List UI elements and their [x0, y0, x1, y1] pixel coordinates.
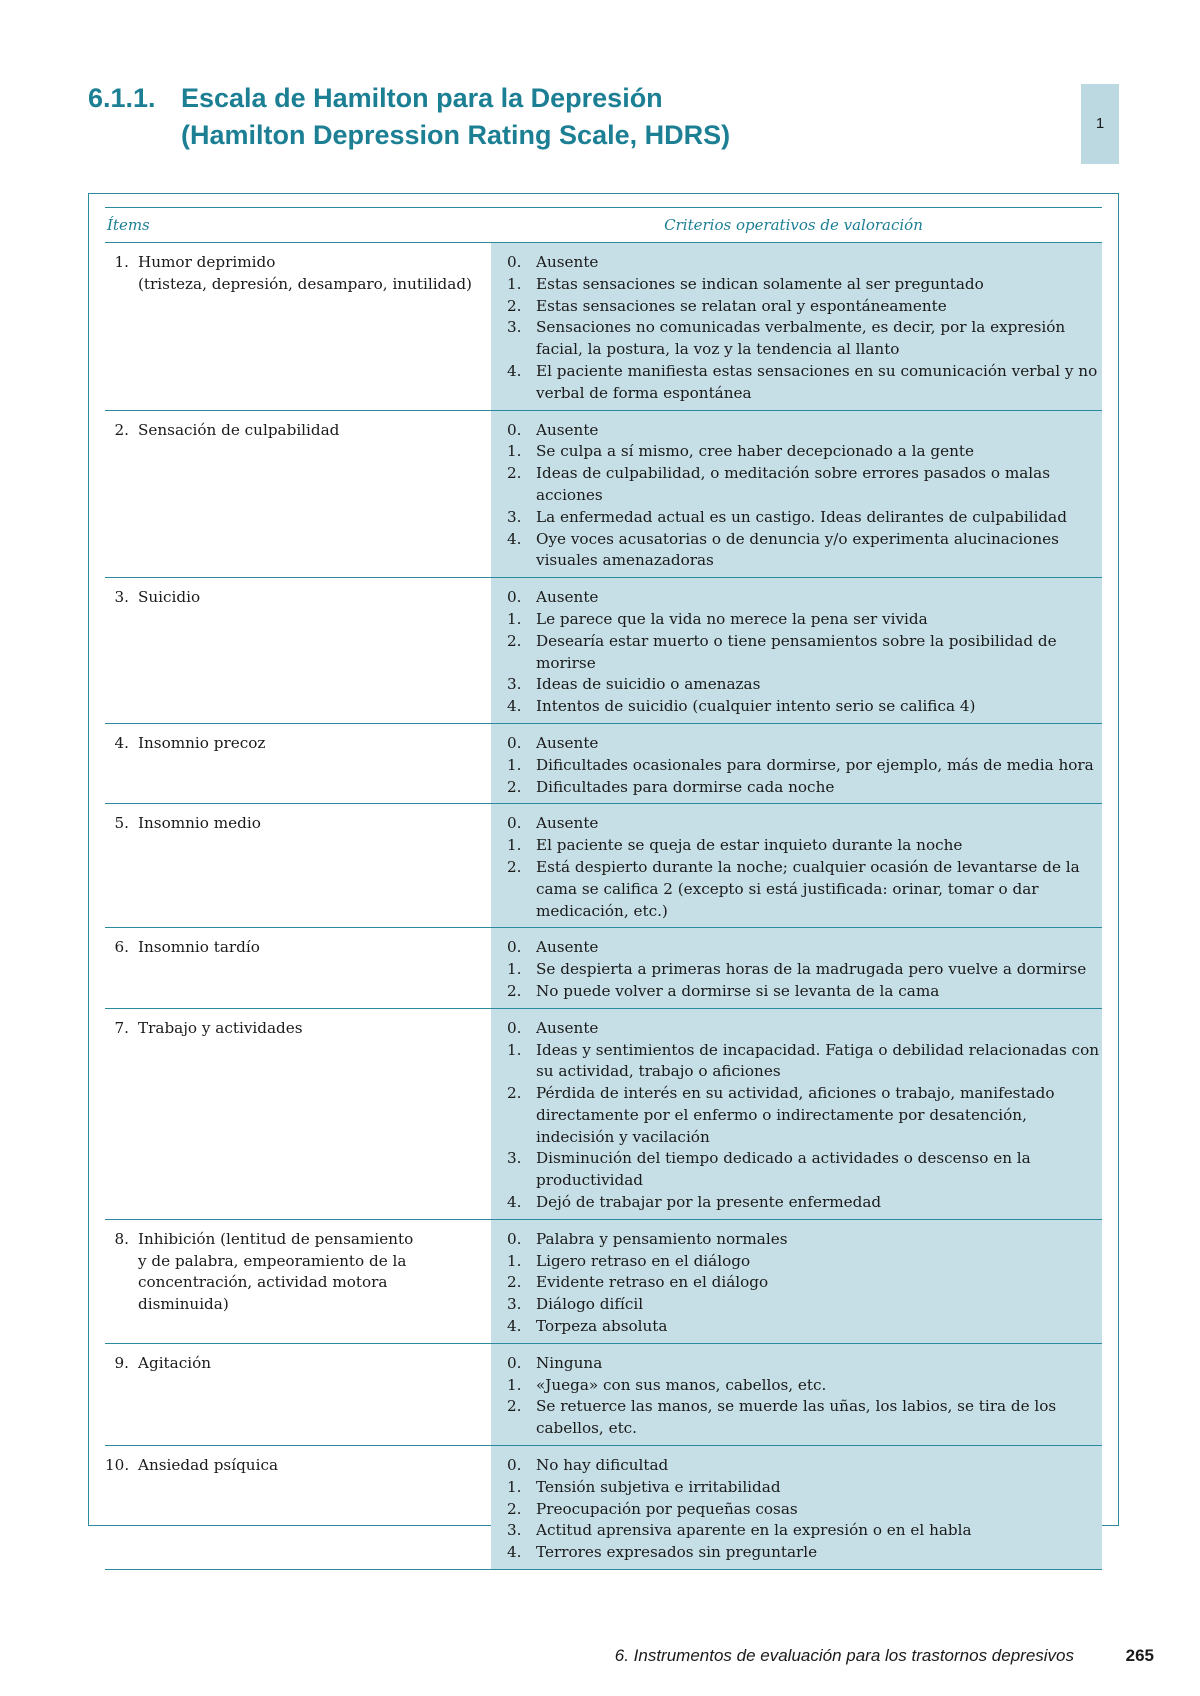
option-text: Dificultades ocasionales para dormirse, por ejemplo, más de media hora — [536, 755, 1094, 774]
item-cell — [105, 1009, 491, 1219]
criteria-option — [491, 777, 1102, 799]
criteria-option — [491, 1148, 1102, 1192]
criteria-option — [491, 1396, 1102, 1440]
option-text: Preocupación por pequeñas cosas — [536, 1499, 798, 1518]
table-row — [105, 1446, 1102, 1570]
criteria-option — [491, 1353, 1102, 1375]
table-row — [105, 1344, 1102, 1446]
item-number: 9. — [114, 1353, 129, 1372]
option-score: 1. — [507, 609, 522, 628]
item-cell — [105, 578, 491, 723]
criteria-option — [491, 609, 1102, 631]
criteria-cell — [491, 411, 1102, 578]
option-score: 2. — [507, 1273, 522, 1292]
option-text: Ausente — [536, 253, 599, 271]
option-text: Oye voces acusatorias o de denuncia y/o experimenta alucinaciones visuales amenazadoras — [536, 529, 1059, 570]
option-score: 0. — [507, 588, 522, 607]
option-text: Evidente retraso en el diálogo — [536, 1273, 769, 1292]
table-row — [105, 724, 1102, 804]
option-score: 3. — [507, 507, 522, 526]
option-text: Dificultades para dormirse cada noche — [536, 777, 835, 796]
item-cell — [105, 1446, 491, 1569]
criteria-cell — [491, 1009, 1102, 1219]
option-text: El paciente manifiesta estas sensaciones en su comunicación verbal y no verbal de forma espontánea — [536, 361, 1098, 402]
criteria-option — [491, 937, 1102, 959]
criteria-option — [491, 529, 1102, 573]
section-subtitle: (Hamilton Depression Rating Scale, HDRS) — [181, 120, 731, 150]
option-text: Ausente — [536, 420, 599, 439]
option-text: Actitud aprensiva aparente en la expresión o en el habla — [536, 1521, 972, 1540]
criteria-cell — [491, 724, 1102, 803]
option-text: Se culpa a sí mismo, cree haber decepcionado a la gente — [536, 442, 974, 461]
option-score: 1. — [507, 960, 522, 979]
item-number: 4. — [114, 733, 129, 752]
section-title — [88, 80, 988, 117]
option-score: 0. — [507, 814, 522, 833]
item-number: 5. — [114, 814, 129, 833]
criteria-option — [491, 1040, 1102, 1084]
column-header-criteria: Criterios operativos de valoración — [664, 216, 923, 234]
table-row — [105, 1220, 1102, 1344]
criteria-option — [491, 252, 1102, 274]
option-score: 3. — [507, 1149, 522, 1168]
criteria-option — [491, 1499, 1102, 1521]
criteria-option — [491, 420, 1102, 442]
option-score: 0. — [507, 420, 522, 439]
option-text: La enfermedad actual es un castigo. Ideas delirantes de culpabilidad — [536, 507, 1067, 526]
option-score: 1. — [507, 1040, 522, 1059]
option-text: Palabra y pensamiento normales — [536, 1229, 788, 1248]
criteria-option — [491, 441, 1102, 463]
criteria-option — [491, 1455, 1102, 1477]
criteria-cell — [491, 1220, 1102, 1343]
option-text: Ideas de suicidio o amenazas — [536, 675, 761, 694]
criteria-option — [491, 1229, 1102, 1251]
section-number: 6.1.1. — [88, 83, 156, 113]
criteria-option — [491, 1192, 1102, 1214]
criteria-option — [491, 981, 1102, 1003]
option-text: Ideas y sentimientos de incapacidad. Fatiga o debilidad relacionadas con su actividad, trabajo o aficiones — [536, 1040, 1100, 1081]
option-text: Torpeza absoluta — [536, 1317, 668, 1336]
option-score: 4. — [507, 1543, 522, 1562]
option-text: Intentos de suicidio (cualquier intento serio se califica 4) — [536, 697, 976, 716]
option-score: 0. — [507, 1456, 522, 1475]
option-score: 1. — [507, 274, 522, 293]
criteria-option — [491, 1316, 1102, 1338]
section-title-text: Escala de Hamilton para la Depresión — [181, 83, 663, 113]
criteria-option — [491, 317, 1102, 361]
table-row — [105, 804, 1102, 928]
criteria-option — [491, 696, 1102, 718]
item-name: Insomnio medio — [138, 814, 261, 833]
scale-table — [105, 207, 1102, 1570]
scale-table-frame — [88, 193, 1119, 1562]
page-footer — [500, 1646, 1154, 1670]
page-number: 265 — [1125, 1646, 1154, 1665]
option-text: Le parece que la vida no merece la pena ser vivida — [536, 609, 928, 628]
footer-chapter-title: 6. Instrumentos de evaluación para los trastornos depresivos — [614, 1646, 1074, 1665]
criteria-option — [491, 1477, 1102, 1499]
option-text: No puede volver a dormirse si se levanta de la cama — [536, 981, 940, 1000]
option-text: El paciente se queja de estar inquieto durante la noche — [536, 836, 963, 855]
item-name: Ansiedad psíquica — [138, 1456, 279, 1475]
criteria-option — [491, 857, 1102, 922]
option-text: Ideas de culpabilidad, o meditación sobre errores pasados o malas acciones — [536, 464, 1051, 504]
option-text: Ninguna — [536, 1353, 603, 1372]
criteria-option — [491, 507, 1102, 529]
item-name: Humor deprimido (tristeza, depresión, desamparo, inutilidad) — [138, 253, 472, 293]
criteria-cell — [491, 804, 1102, 927]
criteria-option — [491, 631, 1102, 675]
criteria-option — [491, 274, 1102, 296]
option-score: 2. — [507, 464, 522, 483]
item-number: 6. — [114, 938, 129, 957]
option-text: Está despierto durante la noche; cualquier ocasión de levantarse de la cama se califica 2 (excepto si está justificada: orinar, tomar o dar medicación, etc.) — [536, 857, 1080, 920]
item-name: Suicidio — [138, 588, 201, 607]
option-text: Tensión subjetiva e irritabilidad — [536, 1477, 781, 1496]
page-header — [88, 80, 988, 154]
item-name: Sensación de culpabilidad — [138, 420, 340, 439]
criteria-option — [491, 1272, 1102, 1294]
option-score: 1. — [507, 755, 522, 774]
option-text: Ausente — [536, 814, 599, 833]
option-text: Diálogo difícil — [536, 1295, 644, 1314]
option-text: Se despierta a primeras horas de la madrugada pero vuelve a dormirse — [536, 960, 1087, 979]
item-cell — [105, 1220, 491, 1343]
option-text: Estas sensaciones se relatan oral y espontáneamente — [536, 296, 947, 315]
option-score: 4. — [507, 361, 522, 380]
option-text: Ligero retraso en el diálogo — [536, 1251, 751, 1270]
chapter-tab-number: 1 — [1095, 115, 1105, 132]
item-cell — [105, 804, 491, 927]
item-cell — [105, 1344, 491, 1445]
criteria-cell — [491, 578, 1102, 723]
item-number: 1. — [114, 253, 129, 271]
table-row — [105, 928, 1102, 1008]
option-score: 3. — [507, 1295, 522, 1314]
item-number: 7. — [114, 1018, 129, 1037]
option-score: 1. — [507, 1251, 522, 1270]
option-score: 0. — [507, 938, 522, 957]
criteria-option — [491, 1542, 1102, 1564]
option-score: 3. — [507, 1521, 522, 1540]
option-score: 1. — [507, 836, 522, 855]
item-cell — [105, 928, 491, 1007]
criteria-cell — [491, 1446, 1102, 1569]
chapter-tab — [1081, 84, 1119, 164]
criteria-option — [491, 959, 1102, 981]
criteria-option — [491, 1251, 1102, 1273]
option-score: 3. — [507, 675, 522, 694]
criteria-option — [491, 813, 1102, 835]
table-row — [105, 1009, 1102, 1220]
option-score: 1. — [507, 442, 522, 461]
option-text: Estas sensaciones se indican solamente al ser preguntado — [536, 274, 984, 293]
item-cell — [105, 243, 491, 410]
option-score: 4. — [507, 529, 522, 548]
option-score: 4. — [507, 697, 522, 716]
criteria-option — [491, 1083, 1102, 1148]
criteria-option — [491, 1018, 1102, 1040]
option-text: Terrores expresados sin preguntarle — [536, 1543, 818, 1562]
option-score: 0. — [507, 253, 522, 271]
option-score: 1. — [507, 1477, 522, 1496]
option-score: 2. — [507, 1397, 522, 1416]
item-name: Inhibición (lentitud de pensamiento y de palabra, empeoramiento de la concentración, actividad motora disminuida) — [138, 1229, 414, 1314]
option-text: No hay dificultad — [536, 1456, 669, 1475]
option-score: 0. — [507, 1018, 522, 1037]
criteria-option — [491, 361, 1102, 405]
item-number: 8. — [114, 1229, 129, 1248]
criteria-option — [491, 733, 1102, 755]
option-score: 0. — [507, 1353, 522, 1372]
option-text: Ausente — [536, 588, 599, 607]
item-name: Insomnio precoz — [138, 733, 266, 752]
option-score: 2. — [507, 296, 522, 315]
table-row — [105, 243, 1102, 411]
item-number: 10. — [105, 1456, 130, 1475]
item-number: 3. — [114, 588, 129, 607]
option-score: 2. — [507, 1084, 522, 1103]
table-row — [105, 411, 1102, 579]
item-cell — [105, 724, 491, 803]
option-score: 0. — [507, 733, 522, 752]
criteria-option — [491, 1520, 1102, 1542]
option-score: 4. — [507, 1317, 522, 1336]
criteria-option — [491, 835, 1102, 857]
criteria-option — [491, 296, 1102, 318]
option-text: Pérdida de interés en su actividad, aficiones o trabajo, manifestado directamente por el enfermo o indirectamente por desatención, indecisión y vacilación — [536, 1084, 1055, 1146]
item-name: Trabajo y actividades — [138, 1018, 303, 1037]
criteria-option — [491, 587, 1102, 609]
option-text: Sensaciones no comunicadas verbalmente, es decir, por la expresión facial, la postura, la voz y la tendencia al llanto — [536, 318, 1066, 359]
option-score: 4. — [507, 1193, 522, 1212]
option-text: Disminución del tiempo dedicado a actividades o descenso en la productividad — [536, 1149, 1031, 1190]
item-number: 2. — [114, 420, 129, 439]
option-text: Ausente — [536, 1018, 599, 1037]
item-name: Insomnio tardío — [138, 938, 260, 957]
criteria-option — [491, 1375, 1102, 1397]
option-text: Se retuerce las manos, se muerde las uñas, los labios, se tira de los cabellos, etc. — [536, 1397, 1057, 1438]
item-cell — [105, 411, 491, 578]
criteria-cell — [491, 243, 1102, 410]
criteria-option — [491, 755, 1102, 777]
option-text: Ausente — [536, 733, 599, 752]
option-text: Dejó de trabajar por la presente enfermedad — [536, 1193, 882, 1212]
table-header — [105, 207, 1102, 243]
criteria-cell — [491, 928, 1102, 1007]
option-score: 2. — [507, 631, 522, 650]
criteria-option — [491, 463, 1102, 507]
option-text: Desearía estar muerto o tiene pensamientos sobre la posibilidad de morirse — [536, 631, 1057, 672]
criteria-option — [491, 674, 1102, 696]
option-score: 2. — [507, 857, 522, 876]
option-score: 1. — [507, 1375, 522, 1394]
option-score: 3. — [507, 318, 522, 337]
option-score: 2. — [507, 1499, 522, 1518]
column-header-items: Ítems — [107, 216, 150, 234]
table-row — [105, 578, 1102, 724]
option-text: «Juega» con sus manos, cabellos, etc. — [536, 1375, 827, 1394]
option-score: 2. — [507, 777, 522, 796]
item-name: Agitación — [138, 1353, 211, 1372]
criteria-option — [491, 1294, 1102, 1316]
option-score: 0. — [507, 1229, 522, 1248]
criteria-cell — [491, 1344, 1102, 1445]
table-body — [105, 243, 1102, 1570]
option-score: 2. — [507, 981, 522, 1000]
option-text: Ausente — [536, 938, 599, 957]
